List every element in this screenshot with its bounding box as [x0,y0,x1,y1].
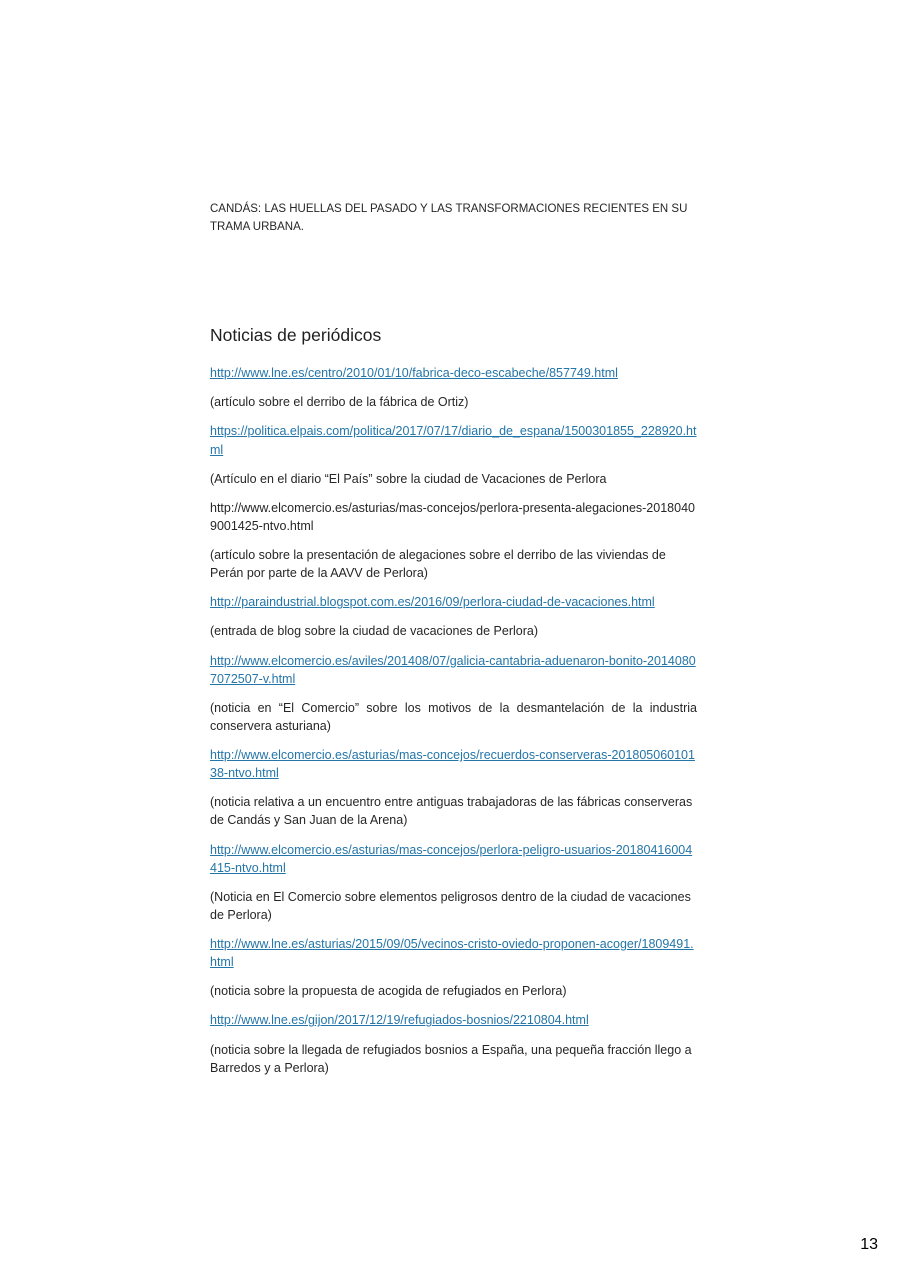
news-link[interactable]: http://www.elcomercio.es/asturias/mas-concejos/recuerdos-conserveras-20180506010138-ntvo.html [210,748,695,781]
news-entry [210,841,697,877]
link-description: (Artículo en el diario “El País” sobre la ciudad de Vacaciones de Perlora [210,471,607,486]
news-link[interactable]: http://www.lne.es/gijon/2017/12/19/refugiados-bosnios/2210804.html [210,1013,589,1028]
news-entry [210,499,697,535]
news-entry [210,652,697,688]
document-header: CANDÁS: LAS HUELLAS DEL PASADO Y LAS TRANSFORMACIONES RECIENTES EN SU TRAMA URBANA. [210,203,688,234]
link-description: (entrada de blog sobre la ciudad de vacaciones de Perlora) [210,624,538,639]
link-description: (Noticia en El Comercio sobre elementos peligrosos dentro de la ciudad de vacaciones de Perlora) [210,889,691,922]
news-entry [210,1011,697,1029]
link-description: (noticia en “El Comercio” sobre los motivos de la desmantelación de la industria conservera asturiana) [210,700,697,733]
news-url-plain: http://www.elcomercio.es/asturias/mas-concejos/perlora-presenta-alegaciones-20180409001425-ntvo.html [210,500,695,533]
link-description: (noticia sobre la propuesta de acogida de refugiados en Perlora) [210,984,567,999]
news-link[interactable]: http://www.lne.es/asturias/2015/09/05/vecinos-cristo-oviedo-proponen-acoger/1809491.html [210,937,694,970]
news-link[interactable]: http://paraindustrial.blogspot.com.es/2016/09/perlora-ciudad-de-vacaciones.html [210,595,655,610]
link-description: (noticia sobre la llegada de refugiados bosnios a España, una pequeña fracción llego a Barredos y a Perlora) [210,1042,692,1075]
section-title: Noticias de periódicos [210,324,382,345]
news-link[interactable]: http://www.elcomercio.es/asturias/mas-concejos/perlora-peligro-usuarios-20180416004415-ntvo.html [210,842,693,875]
link-description: (artículo sobre la presentación de alegaciones sobre el derribo de las viviendas de Perán por parte de la AAVV de Perlora) [210,548,666,581]
news-entry [210,746,697,782]
document-page [210,200,697,1088]
news-entry [210,364,697,382]
link-description: (noticia relativa a un encuentro entre antiguas trabajadoras de las fábricas conserveras de Candás y San Juan de la Arena) [210,795,693,828]
news-link[interactable]: https://politica.elpais.com/politica/2017/07/17/diario_de_espana/1500301855_228920.html [210,424,697,457]
news-entry [210,935,697,971]
news-link[interactable]: http://www.elcomercio.es/aviles/201408/07/galicia-cantabria-aduenaron-bonito-20140807072507-v.html [210,653,696,686]
page-number: 13 [860,1236,878,1253]
link-description: (artículo sobre el derribo de la fábrica de Ortiz) [210,395,469,410]
news-entry [210,593,697,611]
news-entry [210,422,697,458]
news-link[interactable]: http://www.lne.es/centro/2010/01/10/fabrica-deco-escabeche/857749.html [210,366,618,381]
